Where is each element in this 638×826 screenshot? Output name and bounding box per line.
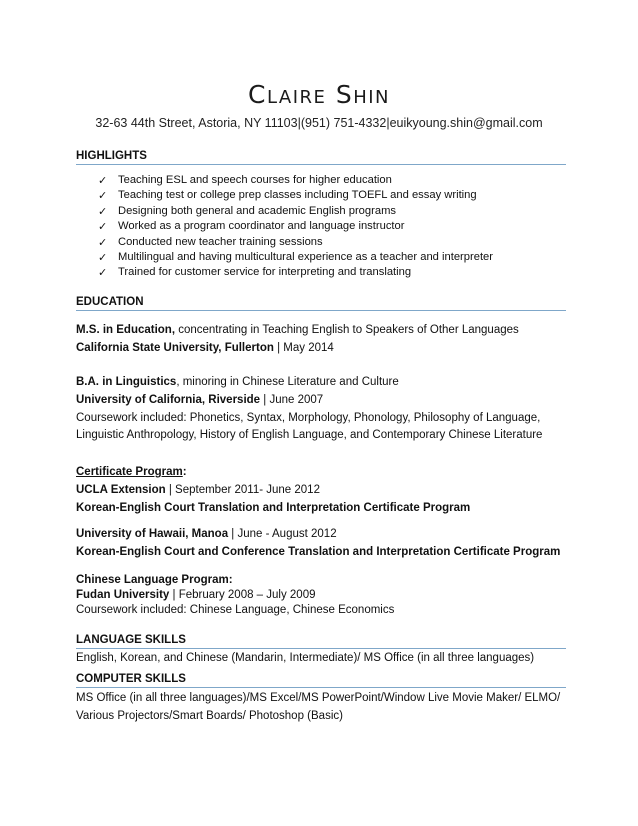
- highlight-text: Trained for customer service for interpreting and translating: [118, 266, 412, 279]
- certificate-label: Certificate Program: [76, 466, 183, 478]
- section-heading-highlights: HIGHLIGHTS: [76, 150, 566, 165]
- language-skills-text: English, Korean, and Chinese (Mandarin, Intermediate)/ MS Office (in all three languages): [76, 652, 535, 664]
- ba-coursework-line-1: Coursework included: Phonetics, Syntax, Morphology, Phonology, Philosophy of Language,: [76, 412, 541, 424]
- checkmark-icon: ✓: [98, 175, 108, 187]
- ba-minor: , minoring in Chinese Literature and Culture: [176, 376, 399, 388]
- contact-info: 32-63 44th Street, Astoria, NY 11103|(951) 751-4332|euikyoung.shin@gmail.com: [95, 116, 543, 130]
- checkmark-icon: ✓: [98, 190, 108, 203]
- highlight-item: [98, 266, 493, 281]
- ba-school-line: [76, 394, 571, 406]
- section-heading-computer-skills: COMPUTER SKILLS: [76, 673, 566, 688]
- certificate-program-label: [76, 466, 571, 478]
- highlight-item: [98, 205, 493, 220]
- ucla-school: UCLA Extension: [76, 484, 166, 496]
- ms-degree: M.S. in Education,: [76, 324, 176, 336]
- fudan-school: Fudan University: [76, 589, 170, 601]
- fudan-date: | February 2008 – July 2009: [169, 589, 316, 601]
- ms-date: | May 2014: [273, 342, 334, 354]
- ucla-program: [76, 502, 571, 514]
- ba-coursework-line-2: Linguistic Anthropology, History of English Language, and Contemporary Chinese Literature: [76, 429, 543, 441]
- highlight-text: Teaching test or college prep classes including TOEFL and essay writing: [118, 189, 477, 202]
- fudan-line: [76, 589, 571, 601]
- ucla-line: [76, 484, 571, 496]
- ucla-date: | September 2011- June 2012: [165, 484, 320, 496]
- certificate-colon: :: [182, 466, 187, 478]
- section-heading-education: EDUCATION: [76, 296, 566, 311]
- fudan-coursework: Coursework included: Chinese Language, Chinese Economics: [76, 604, 395, 616]
- ms-school-line: [76, 342, 571, 354]
- highlight-item: [98, 251, 493, 266]
- ba-date: | June 2007: [260, 394, 324, 406]
- ms-concentration: concentrating in Teaching English to Speakers of Other Languages: [175, 324, 519, 336]
- checkmark-icon: ✓: [98, 205, 108, 218]
- hawaii-program: [76, 546, 571, 558]
- hawaii-line: [76, 528, 571, 540]
- ms-school: California State University, Fullerton: [76, 342, 274, 354]
- highlight-text: Multilingual and having multicultural experience as a teacher and interpreter: [118, 250, 493, 263]
- highlight-item: [98, 189, 493, 204]
- highlight-text: Worked as a program coordinator and language instructor: [118, 220, 405, 233]
- computer-skills-line-2: Various Projectors/Smart Boards/ Photoshop (Basic): [76, 710, 343, 722]
- ba-degree: B.A. in Linguistics: [76, 376, 177, 388]
- highlight-item: [98, 220, 493, 235]
- hawaii-date: | June - August 2012: [228, 528, 337, 540]
- ucla-program-title: Korean-English Court Translation and Interpretation Certificate Program: [76, 502, 471, 514]
- highlight-text: Conducted new teacher training sessions: [118, 235, 323, 248]
- highlights-list: [98, 174, 493, 282]
- section-heading-language-skills: LANGUAGE SKILLS: [76, 634, 566, 649]
- chinese-label: Chinese Language Program:: [76, 574, 233, 586]
- checkmark-icon: ✓: [98, 267, 108, 280]
- highlight-item: [98, 236, 493, 251]
- hawaii-program-title: Korean-English Court and Conference Translation and Interpretation Certificate Program: [76, 546, 561, 558]
- applicant-name: Claire Shin: [247, 80, 391, 109]
- highlight-text: Teaching ESL and speech courses for higher education: [118, 174, 392, 186]
- chinese-program-label: [76, 574, 571, 586]
- checkmark-icon: ✓: [98, 251, 108, 264]
- ms-degree-line: [76, 324, 571, 336]
- hawaii-school: University of Hawaii, Manoa: [76, 528, 229, 540]
- checkmark-icon: ✓: [98, 221, 108, 234]
- highlight-item: [98, 174, 493, 189]
- computer-skills-line-1: MS Office (in all three languages)/MS Excel/MS PowerPoint/Window Live Movie Maker/ ELMO/: [76, 692, 561, 704]
- checkmark-icon: ✓: [98, 236, 108, 249]
- ba-degree-line: [76, 376, 571, 388]
- highlight-text: Designing both general and academic English programs: [118, 204, 396, 217]
- ba-school: University of California, Riverside: [76, 394, 261, 406]
